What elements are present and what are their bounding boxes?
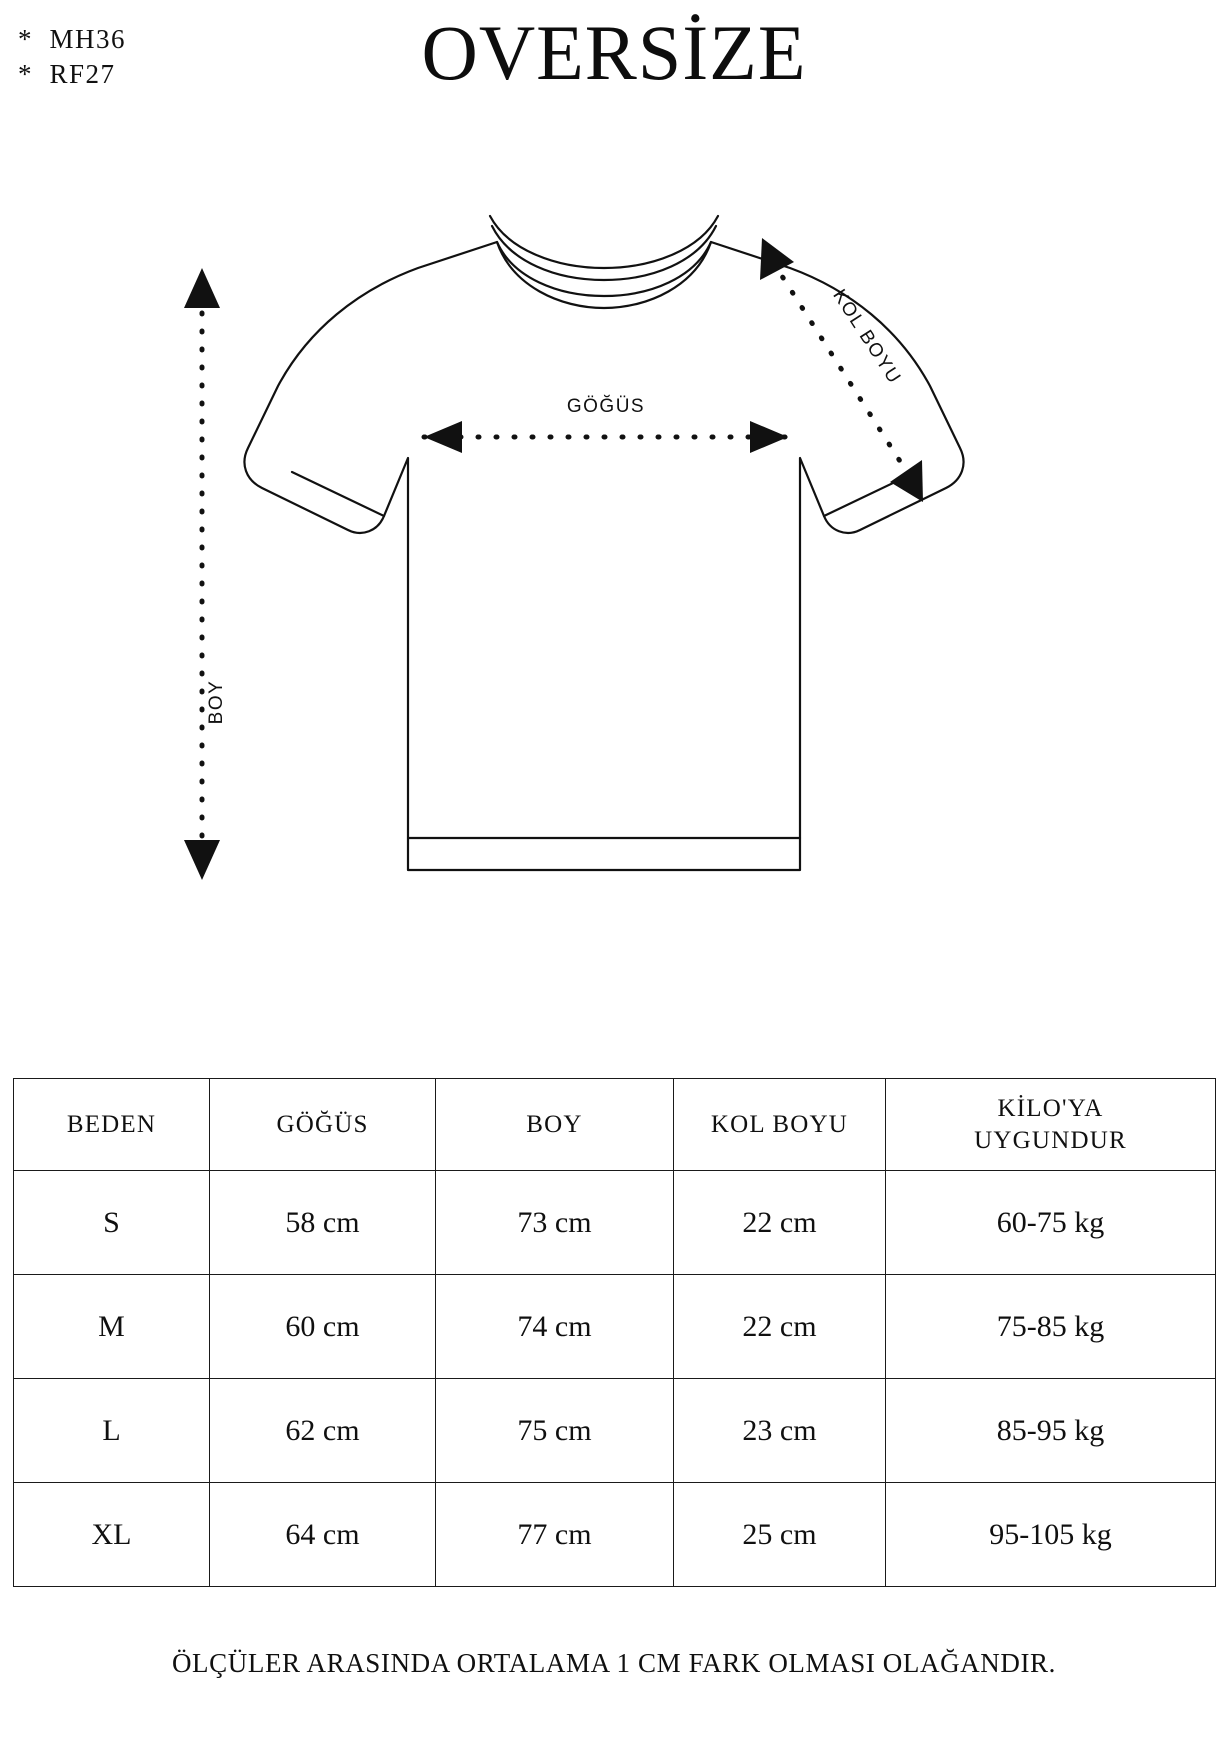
size-table-container [13, 1078, 1215, 1587]
cell-kol: 22 cm [674, 1171, 886, 1275]
footnote: ÖLÇÜLER ARASINDA ORTALAMA 1 CM FARK OLMASI OLAĞANDIR. [171, 1648, 1057, 1678]
column-header-gogus: GÖĞÜS [210, 1079, 436, 1171]
cell-kilo: 95-105 kg [886, 1483, 1216, 1587]
table-row [14, 1275, 1216, 1379]
cell-beden: L [14, 1379, 210, 1483]
cell-kilo: 60-75 kg [886, 1171, 1216, 1275]
cell-boy: 73 cm [436, 1171, 674, 1275]
cell-beden: XL [14, 1483, 210, 1587]
cell-kol: 25 cm [674, 1483, 886, 1587]
product-code-1: * MH36 [18, 24, 127, 54]
cell-kol: 22 cm [674, 1275, 886, 1379]
cell-gogus: 58 cm [210, 1171, 436, 1275]
table-row [14, 1379, 1216, 1483]
tshirt-diagram [0, 190, 1228, 960]
cell-kol: 23 cm [674, 1379, 886, 1483]
column-header-kilo [886, 1079, 1216, 1171]
cell-beden: S [14, 1171, 210, 1275]
column-header-kol-boyu: KOL BOYU [674, 1079, 886, 1171]
chest-label: GÖĞÜS [566, 396, 646, 417]
kilo-header-line-2: UYGUNDUR [974, 1126, 1127, 1154]
column-header-boy: BOY [436, 1079, 674, 1171]
cell-kilo: 85-95 kg [886, 1379, 1216, 1483]
cell-gogus: 62 cm [210, 1379, 436, 1483]
cell-boy: 74 cm [436, 1275, 674, 1379]
size-table-body [14, 1171, 1216, 1587]
kilo-header-line-1: KİLO'YA [997, 1095, 1104, 1123]
column-header-beden: BEDEN [14, 1079, 210, 1171]
table-row [14, 1171, 1216, 1275]
cell-beden: M [14, 1275, 210, 1379]
size-table-head [14, 1079, 1216, 1171]
chest-measure-arrow [424, 421, 788, 453]
cell-kilo: 75-85 kg [886, 1275, 1216, 1379]
sleeve-label: KOL BOYU [828, 285, 905, 389]
cell-gogus: 64 cm [210, 1483, 436, 1587]
size-table [13, 1078, 1216, 1587]
page-title: OVERSİZE [421, 9, 807, 96]
cell-boy: 77 cm [436, 1483, 674, 1587]
cell-gogus: 60 cm [210, 1275, 436, 1379]
length-measure-arrow [184, 268, 220, 880]
table-row [14, 1483, 1216, 1587]
product-code-2: * RF27 [18, 58, 116, 89]
table-header-row [14, 1079, 1216, 1171]
length-label: BOY [206, 679, 227, 725]
cell-boy: 75 cm [436, 1379, 674, 1483]
